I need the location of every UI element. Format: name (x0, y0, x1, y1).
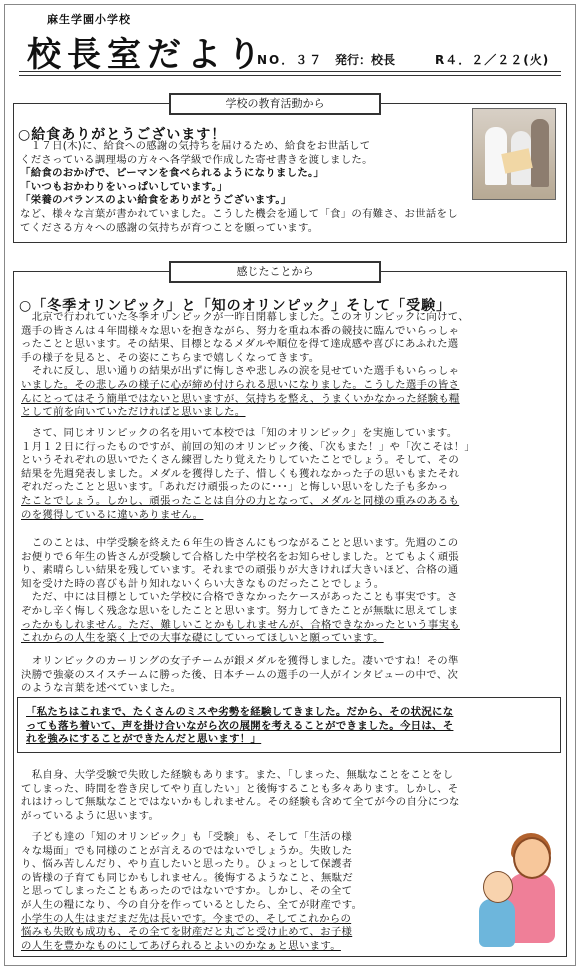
newsletter-page (4, 4, 576, 966)
parent-child-illustration (473, 833, 565, 953)
paragraph-entrance-exam: このことは、中学受験を終えた６年生の皆さんにもつながることと思います。先週のこの お便りで６年生の皆さんが受験して合格した中学校名をお知らせしました。とてもよく頑張 り、素晴らしい結果を残しています。それまでの頑張りが大きければ大きいほど、合格の通 知を受けた時の喜びも計り知れないくらい大きなものだったことでしょう。 ただ、中には目標としていた学校に合格できなかったケースがあったことも事実です。さ ぞかし辛く悔しく残念な思いをしたことと思います。努力してきたことが無駄に思えてしま ったかもしれません。ただ、難しいことかもしれませんが、合格できなかったという事実も これからの人生を築く上での大事な礎にしていってほしいと願っています。 (21, 537, 460, 645)
photo-person-3 (531, 119, 549, 187)
school-name: 麻生学園小学校 (47, 13, 131, 26)
section2-label: 感じたことから (169, 261, 381, 283)
paragraph-personal-experience: 私自身、大学受験で失敗した経験もあります。また、「しまった、無駄なことをことをし てしまった、時間を巻き戻してやり直したい」と後悔することも多々あります。しかし、そ れはけっして無駄なことではないかもしれません。その経験も含めて全てが今の自分につな がっているように思います。 (21, 769, 460, 822)
section1-text: １７日(木)に、給食への感謝の気持ちを届けるため、給食をお世話して くださっている調理場の方々へ各学級で作成した寄せ書きを渡しました。 「給食のおかげで、ピーマンを食べられるようになりました。」 「いつもおかわりをいっぱいしています。」 「栄養のバランスのよい給食をありがとうございます。」 など、様々な言葉が書かれていました。こうした機会を通して「食」の有難さ、お世話をし てくださる方々への感謝の気持ちが育つことを願っています。 (20, 140, 458, 234)
illustration-child-head (483, 871, 513, 903)
illustration-adult-head (513, 837, 551, 879)
newsletter-title: 校長室だより (27, 35, 267, 75)
paragraph-olympic: 北京で行われていた冬季オリンピックが一昨日閉幕しました。このオリンピックに向けて、 選手の皆さんは４年間様々な思いを抱きながら、努力を重ね本番の競技に臨んでいらっしゃ ったことと思います。その結果、目標となるメダルや順位を得て達成感や喜びにあふれた選 手の様子を見ると、その姿にこちらまで嬉しくなってきます。 それに反し、思い通りの結果が出ずに悔しさや悲しみの涙を見せていた選手もいらっしゃ いました。その悲しみの様子に心が締め付けられる思いになりました。こうした選手の皆さ んにとってはそう簡単ではないと思いますが、気持ちを整え、うまくいかなかった経験も糧 として前を向いていただければと思いました。 (21, 311, 469, 419)
issue-number: NO．３７ (257, 53, 324, 67)
issue-date: R４．２／２２(火) (435, 53, 550, 67)
section1-label: 学校の教育活動から (169, 93, 381, 115)
header-rule (19, 71, 561, 72)
illustration-child-body (479, 899, 515, 947)
publisher: 発行：校長 (335, 53, 396, 67)
curling-quote-box (17, 697, 561, 753)
paragraph-closing: 子ども達の「知のオリンピック」も「受験」も、そして「生活の様 々な場面」でも同様のことが言えるのではないでしょうか。失敗した り、悩み苦しんだり、やり直したいと思ったり。ひょっとして保護者 の皆様の子育ても同じかもしれません。後悔するようなこと、無駄だ と思ってしまったこともあったのではないですか。しかし、その全て が人生の糧になり、今の自分を作っているとしたら、全てが財産です。 小学生の人生はまだまだ先は長いです。今までの、そしてこれからの 悩みも失敗も成功も、その全てを財産だと丸ごと受け止めて、お子様 の人生を豊かなものにしてあげられるとよいのかなぁと思います。 (21, 831, 363, 952)
header-rule-2 (19, 75, 561, 76)
section-education-box (13, 103, 567, 243)
paragraph-knowledge-olympic: さて、同じオリンピックの名を用いて本校では「知のオリンピック」を実施しています。 １月１２日に行ったものですが、前回の知のオリンピック後、「次もまた！」や「次こそは！」 というそれぞれの思いでたくさん練習したり覚えたりしていたことでしょう。そして、その 結果を先週発表しました。メダルを獲得した子、惜しくも獲れなかった子の思いもまたそれ ぞれだったことと思います。「あれだけ頑張ったのに･･･」と悔しい思いをした子も多かっ たことでしょう。しかし、頑張ったことは自分の力となって、メダルと同様の重みのあるも のを獲得しているに違いありません。 (21, 427, 476, 521)
section2-heading: ○「冬季オリンピック」と「知のオリンピック」そして「受験」 (19, 298, 452, 314)
newsletter-header (5, 5, 575, 91)
section1-heading: ○給食ありがとうございます！ (18, 127, 227, 143)
curling-quote: 「私たちはこれまで、たくさんのミスや劣勢を経験してきました。だから、その状況にな っても落ち着いて、声を掛け合いながら次の展開を考えることができました。今日は、そ れを強みにすることができたんだと思います！」 (26, 706, 454, 746)
paragraph-curling: オリンピックのカーリングの女子チームが銀メダルを獲得しました。凄いですね！その準 決勝で強豪のスイスチームに勝った後、日本チームの選手の一人がインタビューの中で、次 のような言葉を述べていました。 (21, 655, 459, 695)
